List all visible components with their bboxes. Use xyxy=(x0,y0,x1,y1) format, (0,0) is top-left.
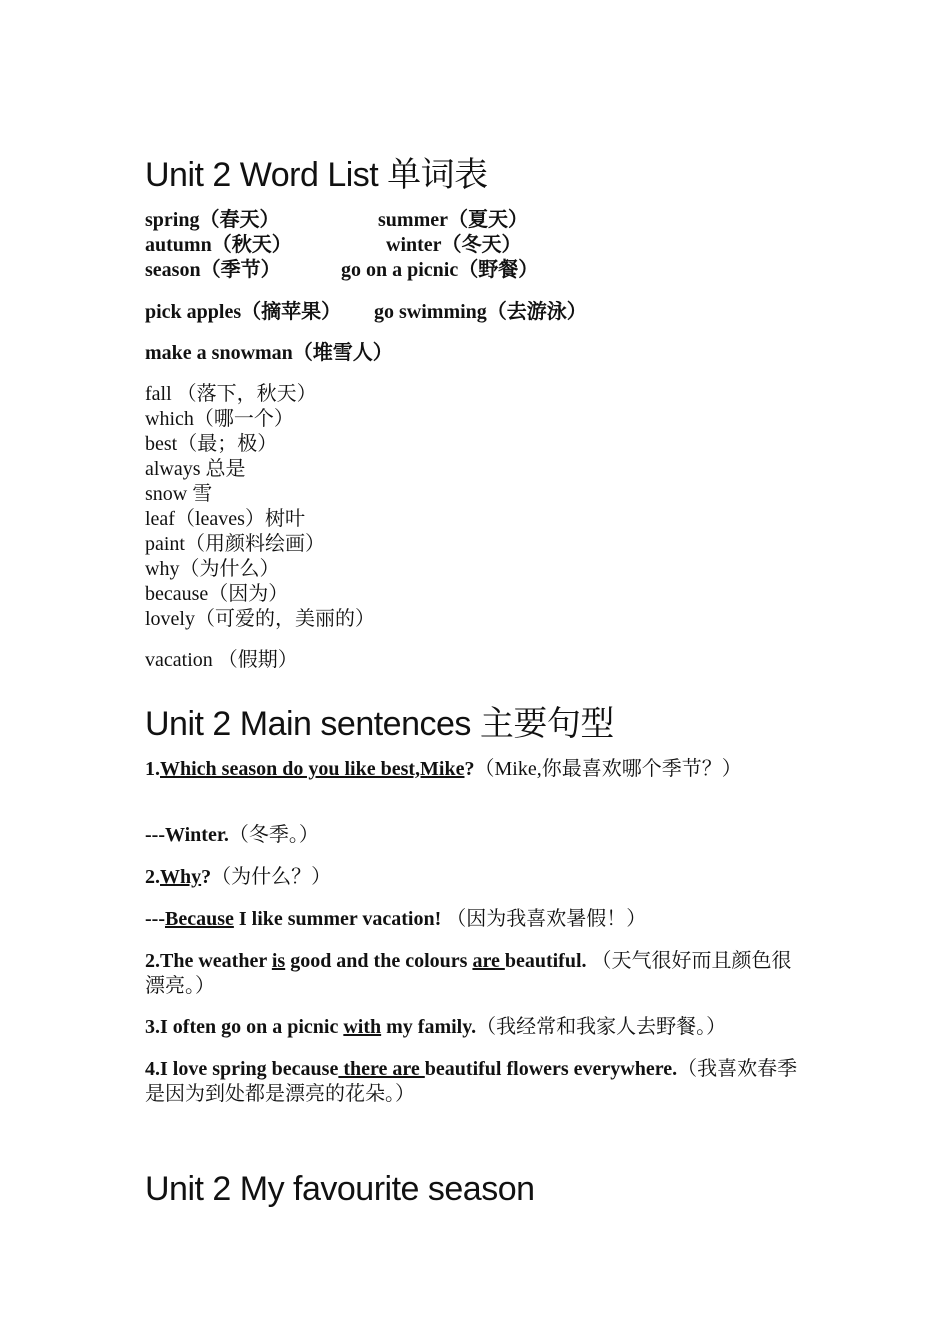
word-row xyxy=(145,258,539,283)
sentence-1 xyxy=(145,757,810,782)
word-item: go on a picnic（野餐） xyxy=(341,259,539,281)
phrase-item: go swimming（去游泳） xyxy=(374,301,587,323)
sentence-3 xyxy=(145,949,810,999)
word-list-title: Unit 2 Word List 单词表 xyxy=(145,156,488,194)
sentence-text: I like summer vacation! xyxy=(233,908,442,930)
sentence-translation: （Mike,你最喜欢哪个季节？） xyxy=(474,758,742,780)
favourite-season-title: Unit 2 My favourite season xyxy=(145,1170,535,1208)
phrase-item: make a snowman（堆雪人） xyxy=(145,342,393,364)
sentence-translation: （我经常和我家人去野餐。） xyxy=(476,1016,727,1038)
word-item: why（为什么） xyxy=(145,558,280,580)
word-item: spring（春天） xyxy=(145,209,280,231)
sentence-2-answer xyxy=(145,907,810,932)
word-item: vacation （假期） xyxy=(145,649,298,671)
word-item: summer（夏天） xyxy=(378,209,528,231)
sentence-underlined: Because xyxy=(164,908,234,930)
sentence-translation: （冬季。） xyxy=(228,824,319,846)
sentence-underlined: is xyxy=(271,950,286,972)
sentence-2 xyxy=(145,865,810,890)
word-item: lovely（可爱的，美丽的） xyxy=(145,608,375,630)
sentence-text: ? xyxy=(201,866,212,888)
sentence-text: 4.I love spring because xyxy=(145,1058,339,1080)
sentence-text: good and the colours xyxy=(285,950,473,972)
sentence-translation: （因为我喜欢暑假！） xyxy=(441,908,647,930)
sentence-text: my family. xyxy=(381,1016,477,1038)
word-item: leaf（leaves）树叶 xyxy=(145,508,305,530)
word-item: season（季节） xyxy=(145,259,281,281)
word-item: because（因为） xyxy=(145,583,289,605)
sentence-underlined: there are xyxy=(338,1058,425,1080)
sentence-5 xyxy=(145,1057,810,1107)
sentence-text: ? xyxy=(464,758,475,780)
sentence-number: 2. xyxy=(145,866,160,888)
word-item: autumn（秋天） xyxy=(145,234,292,256)
word-item: winter（冬天） xyxy=(386,234,522,256)
word-item: snow 雪 xyxy=(145,483,213,505)
phrase-row xyxy=(145,300,587,325)
word-item: always 总是 xyxy=(145,458,246,480)
sentence-translation: （为什么？） xyxy=(211,866,332,888)
word-item: paint（用颜料绘画） xyxy=(145,533,325,555)
sentence-text: --- xyxy=(145,908,165,930)
sentence-underlined: Which season do you like best,Mike xyxy=(160,758,465,780)
sentence-number: 1. xyxy=(145,758,160,780)
sentence-underlined: with xyxy=(343,1016,382,1038)
sentence-1-answer xyxy=(145,823,810,848)
sentence-underlined: are xyxy=(472,950,505,972)
word-row xyxy=(145,233,522,258)
word-item: which（哪一个） xyxy=(145,408,294,430)
word-item: best（最；极） xyxy=(145,433,278,455)
sentence-text: 3.I often go on a picnic xyxy=(145,1016,344,1038)
sentence-underlined: Why xyxy=(160,866,202,888)
word-item: fall （落下，秋天） xyxy=(145,383,317,405)
word-row xyxy=(145,208,528,233)
sentence-text: ---Winter. xyxy=(145,824,229,846)
sentence-text: beautiful flowers everywhere. xyxy=(424,1058,678,1080)
sentence-translation: （我喜欢春季是因为到处都是漂亮的花朵。） xyxy=(145,1058,798,1105)
phrase-item: pick apples（摘苹果） xyxy=(145,301,342,323)
sentence-translation: （天气很好而且颜色很漂亮。） xyxy=(145,950,792,997)
main-sentences-title: Unit 2 Main sentences 主要句型 xyxy=(145,705,614,743)
sentence-text: beautiful. xyxy=(504,950,587,972)
sentence-text: 2.The weather xyxy=(145,950,272,972)
sentence-4 xyxy=(145,1015,810,1040)
